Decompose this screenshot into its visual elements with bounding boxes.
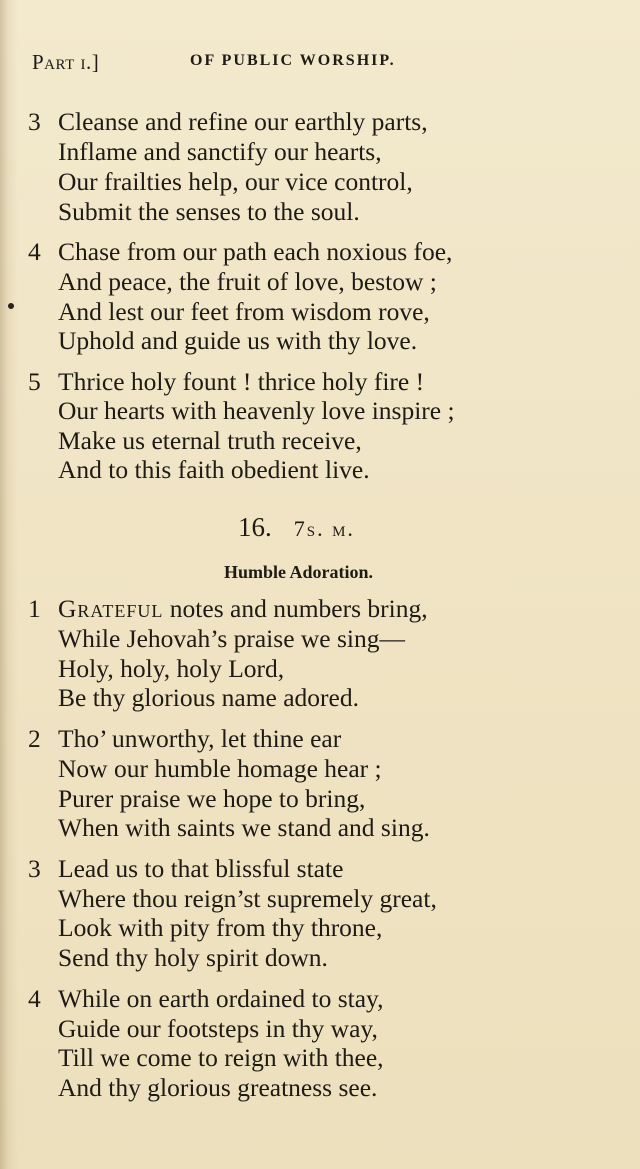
verse-line: Purer praise we hope to bring, (58, 784, 366, 813)
hymn-number: 16. (238, 512, 272, 542)
verse-line: Look with pity from thy throne, (58, 913, 383, 942)
verse-line: Tho’ unworthy, let thine ear (58, 724, 342, 753)
stanza-number: 3 (28, 854, 41, 883)
stanza-number: 2 (28, 724, 41, 753)
stanza-number: 5 (28, 367, 41, 396)
verse-line: While Jehovah’s praise we sing— (58, 624, 406, 653)
stanza-number: 1 (28, 594, 41, 623)
verse-line: Our frailties help, our vice control, (58, 167, 413, 196)
verse-line: Lead us to that blissful state (58, 854, 344, 883)
verse-line: When with saints we stand and sing. (58, 813, 430, 842)
first-line-rest: notes and numbers bring, (163, 594, 428, 623)
verse-line: Now our humble homage hear ; (58, 754, 382, 783)
hymn-meter: 7s. m. (293, 516, 355, 541)
section-title: OF PUBLIC WORSHIP. (190, 52, 396, 69)
verse-line: Make us eternal truth receive, (58, 426, 362, 455)
verse-line: Inflame and sanctify our hearts, (58, 137, 382, 166)
verse-line (58, 594, 428, 624)
first-word: Grateful (58, 594, 164, 623)
verse-line: While on earth ordained to stay, (58, 984, 384, 1013)
verse-line: Guide our footsteps in thy way, (58, 1014, 378, 1043)
verse-line: Submit the senses to the soul. (58, 197, 360, 226)
verse-line: Thrice holy fount ! thrice holy fire ! (58, 367, 425, 396)
verse-line: Chase from our path each noxious foe, (58, 237, 453, 266)
verse-line: Cleanse and refine our earthly parts, (58, 107, 428, 136)
part-label: Part i.] (32, 50, 100, 74)
stanza-number: 4 (28, 237, 41, 266)
ink-dot-mark (8, 303, 14, 309)
hymn-heading (238, 512, 355, 543)
verse-line: Be thy glorious name adored. (58, 683, 359, 712)
verse-line: Send thy holy spirit down. (58, 943, 328, 972)
hymn-subtitle: Humble Adoration. (224, 562, 374, 582)
verse-line: And thy glorious greatness see. (58, 1073, 378, 1102)
verse-line: Where thou reign’st supremely great, (58, 884, 437, 913)
running-header (32, 50, 452, 80)
verse-line: Our hearts with heavenly love inspire ; (58, 396, 455, 425)
stanza-number: 4 (28, 984, 41, 1013)
verse-line: And to this faith obedient live. (58, 455, 370, 484)
verse-line: And lest our feet from wisdom rove, (58, 297, 430, 326)
verse-line: And peace, the fruit of love, bestow ; (58, 267, 437, 296)
verse-line: Till we come to reign with thee, (58, 1043, 384, 1072)
verse-line: Uphold and guide us with thy love. (58, 326, 418, 355)
stanza-number: 3 (28, 107, 41, 136)
verse-line: Holy, holy, holy Lord, (58, 654, 285, 683)
